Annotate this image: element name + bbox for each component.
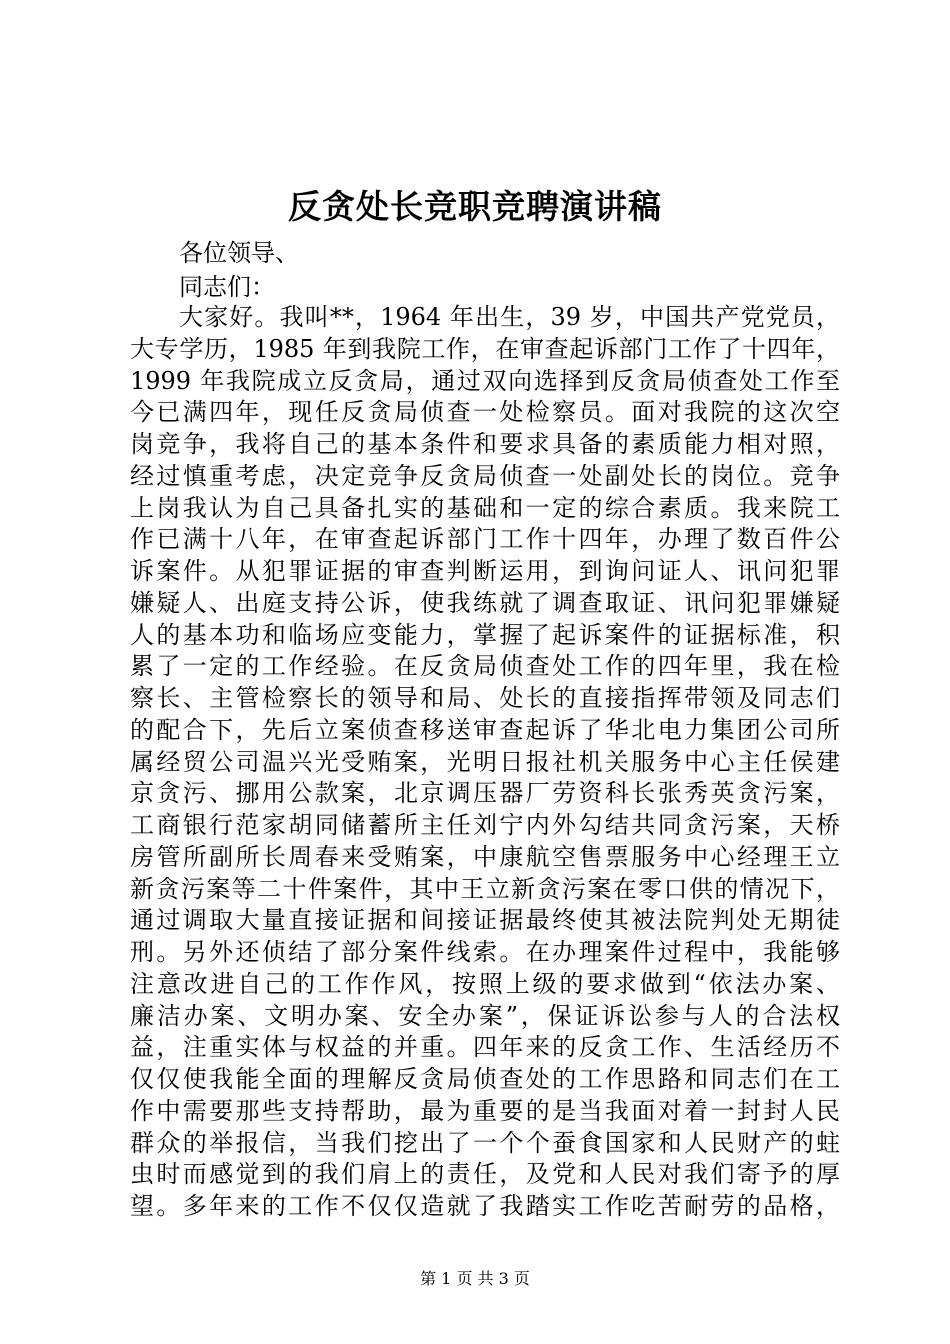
- body-line: 房管所副所长周春来受贿案，中康航空售票服务中心经理王立: [130, 842, 840, 871]
- body-line: 通过调取大量直接证据和间接证据最终使其被法院判处无期徒: [130, 906, 840, 935]
- body-line: 作中需要那些支持帮助，最为重要的是当我面对着一封封人民: [130, 1096, 840, 1125]
- page-title: 反贪处长竞职竞聘演讲稿: [288, 187, 662, 226]
- salutation-comrades: 同志们：: [179, 273, 275, 301]
- body-line: 作已满十八年，在审查起诉部门工作十四年，办理了数百件公: [130, 525, 840, 554]
- salutation-leaders: 各位领导、: [179, 239, 299, 267]
- body-line: 大专学历，1985 年到我院工作，在审查起诉部门工作了十四年，: [130, 334, 840, 363]
- body-line: 京贪污、挪用公款案，北京调压器厂劳资科长张秀英贪污案，: [130, 779, 840, 808]
- body-line: 岗竞争，我将自己的基本条件和要求具备的素质能力相对照，: [130, 430, 840, 458]
- body-line: 廉洁办案、文明办案、安全办案”，保证诉讼参与人的合法权: [130, 1001, 840, 1030]
- body-line: 属经贸公司温兴光受贿案，光明日报社机关服务中心主任侯建: [130, 747, 840, 776]
- body-line: 1999 年我院成立反贪局，通过双向选择到反贪局侦查处工作至: [130, 366, 840, 395]
- body-line: 益，注重实体与权益的并重。四年来的反贪工作、生活经历不: [130, 1033, 840, 1062]
- body-line: 察长、主管检察长的领导和局、处长的直接指挥带领及同志们: [130, 684, 840, 712]
- body-line: 上岗我认为自己具备扎实的基础和一定的综合素质。我来院工: [130, 493, 840, 522]
- body-line: 望。多年来的工作不仅仅造就了我踏实工作吃苦耐劳的品格，: [130, 1192, 840, 1220]
- body-line: 群众的举报信，当我们挖出了一个个蚕食国家和人民财产的蛀: [130, 1128, 840, 1157]
- page-indicator: 第 1 页 共 3 页: [420, 1269, 530, 1288]
- body-line: 仅仅使我能全面的理解反贪局侦查处的工作思路和同志们在工: [130, 1065, 840, 1093]
- body-line: 今已满四年，现任反贪局侦查一处检察员。面对我院的这次空: [130, 398, 840, 427]
- body-line: 诉案件。从犯罪证据的审查判断运用，到询问证人、讯问犯罪: [130, 557, 840, 585]
- body-line: 经过慎重考虑，决定竞争反贪局侦查一处副处长的岗位。竞争: [130, 461, 840, 490]
- body-line: 工商银行范家胡同储蓄所主任刘宁内外勾结共同贪污案，天桥: [130, 811, 840, 839]
- body-line: 的配合下，先后立案侦查移送审查起诉了华北电力集团公司所: [130, 715, 840, 744]
- body-line: 嫌疑人、出庭支持公诉，使我练就了调查取证、讯问犯罪嫌疑: [130, 588, 840, 617]
- speech-body: [130, 302, 840, 1223]
- body-line: 大家好。我叫**，1964 年出生，39 岁，中国共产党党员，: [179, 303, 840, 331]
- body-line: 刑。另外还侦结了部分案件线索。在办理案件过程中，我能够: [130, 938, 840, 966]
- body-line: 新贪污案等二十件案件，其中王立新贪污案在零口供的情况下，: [130, 874, 840, 903]
- body-line: 注意改进自己的工作作风，按照上级的要求做到“依法办案、: [130, 969, 840, 998]
- body-line: 累了一定的工作经验。在反贪局侦查处工作的四年里，我在检: [130, 652, 840, 681]
- body-line: 虫时而感觉到的我们肩上的责任，及党和人民对我们寄予的厚: [130, 1160, 840, 1189]
- body-line: 人的基本功和临场应变能力，掌握了起诉案件的证据标准，积: [130, 620, 840, 649]
